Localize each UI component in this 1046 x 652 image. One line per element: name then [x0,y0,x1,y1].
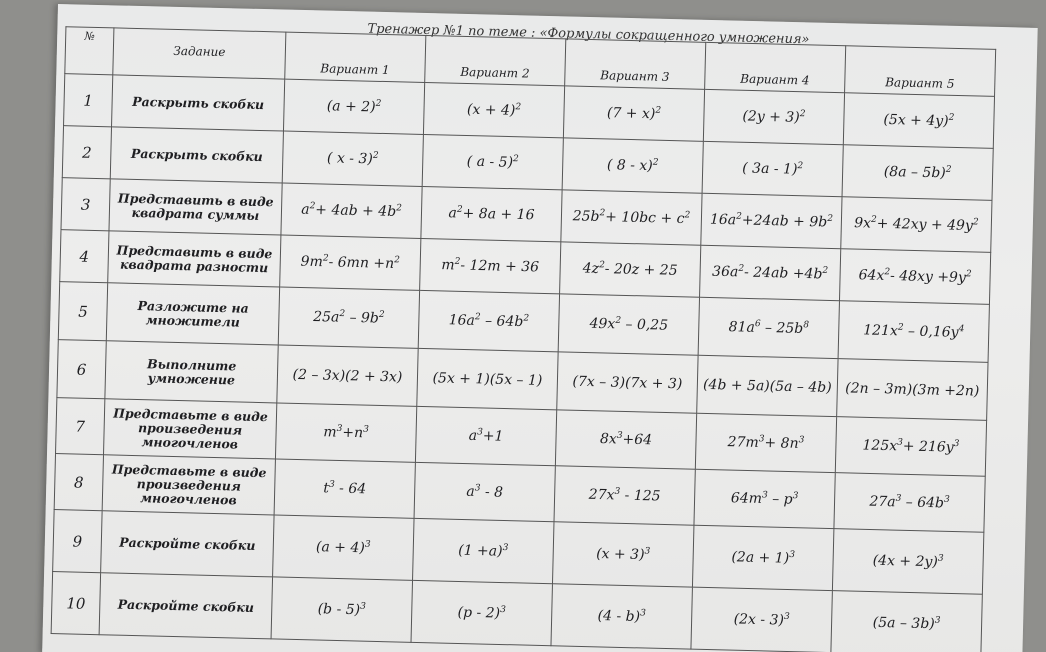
formula-cell-variant-4: $16a^2+24ab + 9b^2$ [701,193,842,248]
row-number: 5 [58,282,107,341]
formula-cell-variant-1: (2 – 3x)(2 + 3x) [277,345,418,406]
formula-cell-variant-5: $(4x + 2y)^3$ [832,529,983,595]
formula-cell-variant-4: $(2a + 1)^3$ [692,525,833,590]
formula-cell-variant-1: $a^2+ 4ab + 4b^2$ [281,183,422,238]
header-variant-3: Вариант 3 [565,39,706,89]
formula-cell-variant-1: $m^3+n^3$ [275,403,416,462]
formula-cell-variant-5: (2n – 3m)(3m +2n) [837,359,988,421]
header-variant-5: Вариант 5 [845,46,996,97]
worksheet-title: Тренажер №1 по теме : «Формулы сокращенного умножения» [367,21,810,48]
formula-cell-variant-3: (7x – 3)(7x + 3) [557,352,698,413]
worksheet-page [42,4,1038,652]
formula-cell-variant-5: $121x^2 - 0,16y^4$ [838,301,989,363]
formula-cell-variant-3: $27x^3 - 125$ [554,466,695,525]
task-text: Раскройте скобки [101,511,274,577]
formula-cell-variant-4: $64m^3 - p^3$ [694,469,835,528]
formula-cell-variant-2: $16a^2 - 64b^2$ [418,290,559,351]
formula-cell-variant-3: $8x^3+64$ [555,410,696,469]
formula-cell-variant-3: $4z^2-$ 20z + 25 [560,242,701,297]
formula-cell-variant-1: $25a^2 - 9b^2$ [278,287,419,348]
formula-cell-variant-5: $9x^2+ 42xy + 49y^2$ [841,197,992,253]
row-number: 8 [54,454,103,511]
row-number: 1 [64,74,113,127]
formula-cell-variant-5: $(5x + 4y)^2$ [843,93,994,149]
formula-cell-variant-4: (2x - 3)$^3$ [691,587,832,652]
task-text: Разложите на множители [106,283,279,345]
task-text: Раскройте скобки [99,573,272,639]
formula-cell-variant-5: $64x^2-$ $48xy +9y^2$ [839,249,990,305]
formula-cell-variant-4: ( 3a - 1)$^2$ [702,141,843,196]
formula-cell-variant-2: $a^3+1$ [415,406,556,465]
formula-cell-variant-3: $49x^2 - 0,25$ [558,294,699,355]
row-number: 10 [51,572,101,635]
formula-cell-variant-3: (4 - b)$^3$ [551,584,692,649]
header-variant-4: Вариант 4 [705,42,846,92]
formula-cell-variant-1: ( x - 3)$^2$ [282,131,423,186]
formula-cell-variant-4: (4b + 5a)(5a – 4b) [697,355,838,416]
formula-cell-variant-3: $25b^2+ 10bc + c^2$ [561,190,702,245]
header-number: № [65,27,114,75]
formula-cell-variant-1: $(a + 4)^3$ [273,515,414,580]
formula-cell-variant-2: $(x + 4)^2$ [423,82,564,137]
formula-cell-variant-5: (8a – 5b)$^2$ [842,145,993,201]
formula-cell-variant-5: (5a – 3b)$^3$ [831,591,982,652]
formula-cell-variant-5: $27a^3 - 64b^3$ [834,473,985,533]
formula-cell-variant-1: (b - 5)$^3$ [271,577,412,642]
formula-cell-variant-2: (5x + 1)(5x – 1) [417,348,558,409]
task-text: Раскрыть скобки [112,75,285,131]
task-text: Раскрыть скобки [110,127,283,183]
formula-cell-variant-2: $a^3 - 8$ [414,462,555,521]
formula-cell-variant-2: ( a - 5)$^2$ [422,134,563,189]
task-text: Представить в виде квадрата суммы [109,179,282,235]
exercise-table [51,26,997,652]
formula-cell-variant-4: $27m^3+ 8n^3$ [695,413,836,472]
row-number: 6 [57,340,106,399]
formula-cell-variant-3: $(x + 3)^3$ [552,522,693,587]
header-task: Задание [113,28,286,79]
row-number: 9 [53,510,103,573]
formula-cell-variant-2: (p - 2)$^3$ [411,580,552,645]
row-number: 2 [62,126,111,179]
row-number: 7 [56,398,105,455]
task-text: Представьте в виде произведения многочленов [104,399,277,459]
formula-cell-variant-4: $36a^2-$ $24ab +4b^2$ [700,245,841,300]
header-variant-1: Вариант 1 [285,32,426,82]
formula-cell-variant-2: $m^2-$ 12m + 36 [420,238,561,293]
formula-cell-variant-3: $(7 + x)^2$ [563,86,704,141]
header-variant-2: Вариант 2 [425,35,566,85]
task-text: Представьте в виде произведения многочленов [102,455,275,515]
row-number: 4 [60,230,109,283]
formula-cell-variant-2: $a^2+ 8a + 16$ [421,186,562,241]
row-number: 3 [61,178,110,231]
formula-cell-variant-2: $(1 +a)^3$ [413,518,554,583]
formula-cell-variant-1: $9m^2-$ $6mn +n^2$ [280,235,421,290]
formula-cell-variant-4: $(2y + 3)^2$ [703,89,844,144]
task-text: Представить в виде квадрата разности [108,231,281,287]
task-text: Выполните умножение [105,341,278,403]
formula-cell-variant-3: ( 8 - x)$^2$ [562,138,703,193]
formula-cell-variant-1: $(a + 2)^2$ [283,79,424,134]
formula-cell-variant-4: $81a^6 - 25b^8$ [698,297,839,358]
formula-cell-variant-5: $125x^3+ 216y^3$ [835,417,986,477]
formula-cell-variant-1: $t^3 - 64$ [274,459,415,518]
